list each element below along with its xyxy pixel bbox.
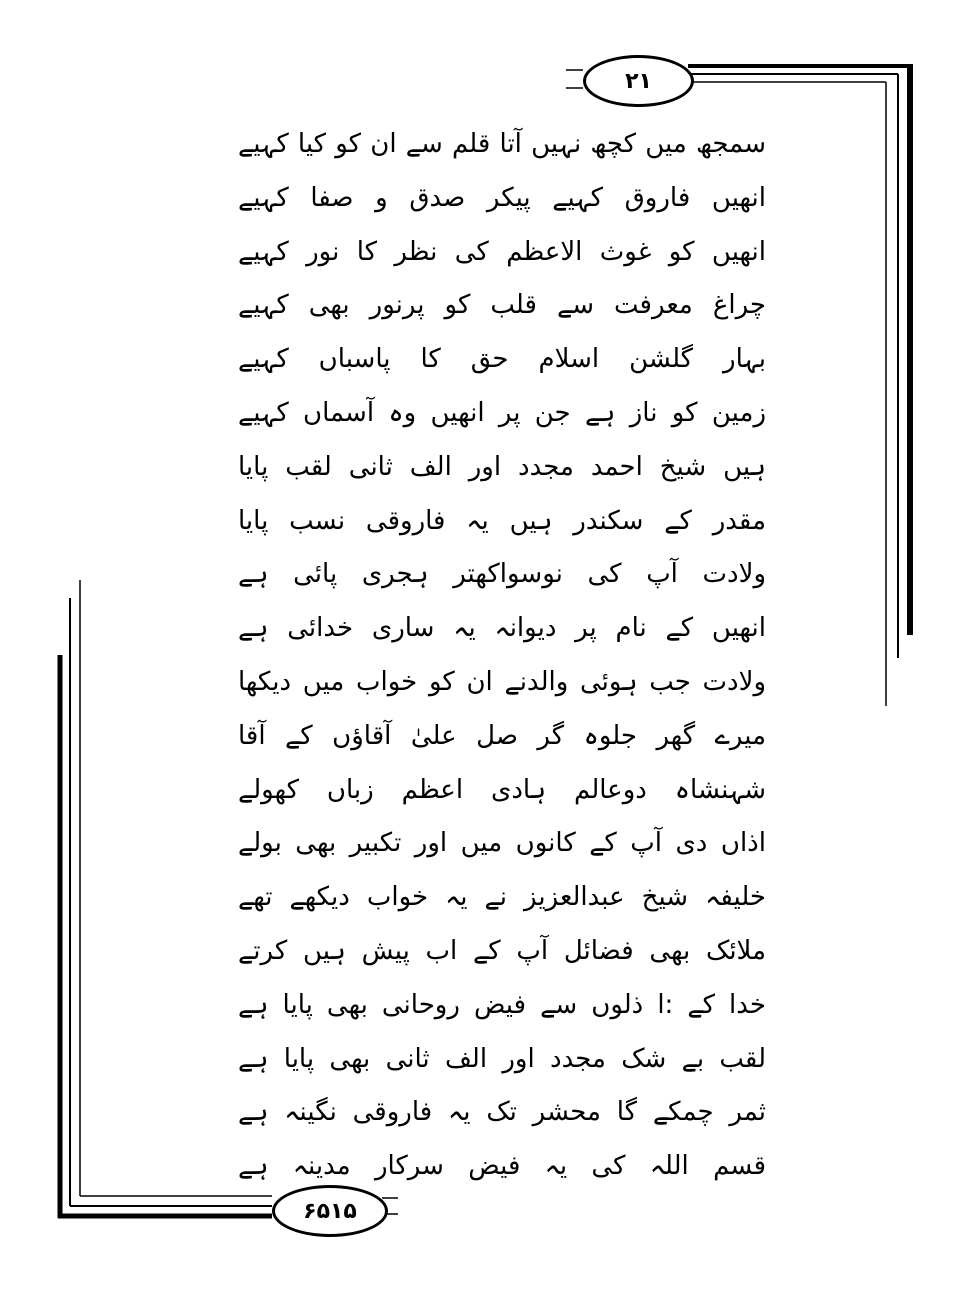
verse-line: زمین کو ناز ہے جن پر انھیں وہ آسماں کہیے — [238, 397, 766, 428]
verse-line: ولادت جب ہوئی والدنے ان کو خواب میں دیکھا — [238, 666, 766, 697]
verse-line: چراغ معرفت سے قلب کو پرنور بھی کہیے — [238, 290, 766, 321]
top-page-number-badge — [583, 55, 694, 107]
verse-line: انھیں کو غوث الاعظم کی نظر کا نور کہیے — [238, 236, 766, 267]
verse-line: بہار گلشن اسلام حق کا پاسباں کہیے — [238, 344, 766, 375]
verse-line: میرے گھر جلوہ گر صل علیٰ آقاؤں کے آقا — [238, 720, 766, 751]
verse-line: سمجھ میں کچھ نہیں آتا قلم سے ان کو کیا کہیے — [238, 129, 766, 159]
verse-line: ولادت آپ کی نوسواکھتر ہجری پائی ہے — [238, 559, 766, 590]
verse-line: انھیں فاروق کہیے پیکر صدق و صفا کہیے — [238, 182, 766, 213]
verse-line: لقب بے شک مجدد اور الف ثانی بھی پایا ہے — [238, 1043, 766, 1074]
verse-line: مقدر کے سکندر ہیں یہ فاروقی نسب پایا — [238, 505, 766, 536]
verse-line: ثمر چمکے گا محشر تک یہ فاروقی نگینہ ہے — [238, 1097, 766, 1128]
verse-line: انھیں کے نام پر دیوانہ یہ ساری خدائی ہے — [238, 613, 766, 644]
bottom-page-number: ۶۵۱۵ — [303, 1198, 357, 1224]
poem-body — [238, 118, 766, 1194]
verse-line: ملائک بھی فضائل آپ کے اب پیش ہیں کرتے — [238, 935, 766, 966]
verse-line: خدا کے :ا ذلوں سے فیض روحانی بھی پایا ہے — [238, 989, 766, 1020]
top-page-number: ۲۱ — [625, 68, 652, 94]
bottom-page-number-badge — [272, 1185, 388, 1237]
verse-line: شہنشاہ دوعالم ہادی اعظم زباں کھولے — [238, 774, 766, 805]
verse-line: اذاں دی آپ کے کانوں میں اور تکبیر بھی بولے — [238, 828, 766, 859]
verse-line: قسم اللہ کی یہ فیض سرکار مدینہ ہے — [238, 1151, 766, 1182]
verse-line: ہیں شیخ احمد مجدد اور الف ثانی لقب پایا — [238, 451, 766, 482]
verse-line: خلیفہ شیخ عبدالعزیز نے یہ خواب دیکھے تھے — [238, 882, 766, 913]
